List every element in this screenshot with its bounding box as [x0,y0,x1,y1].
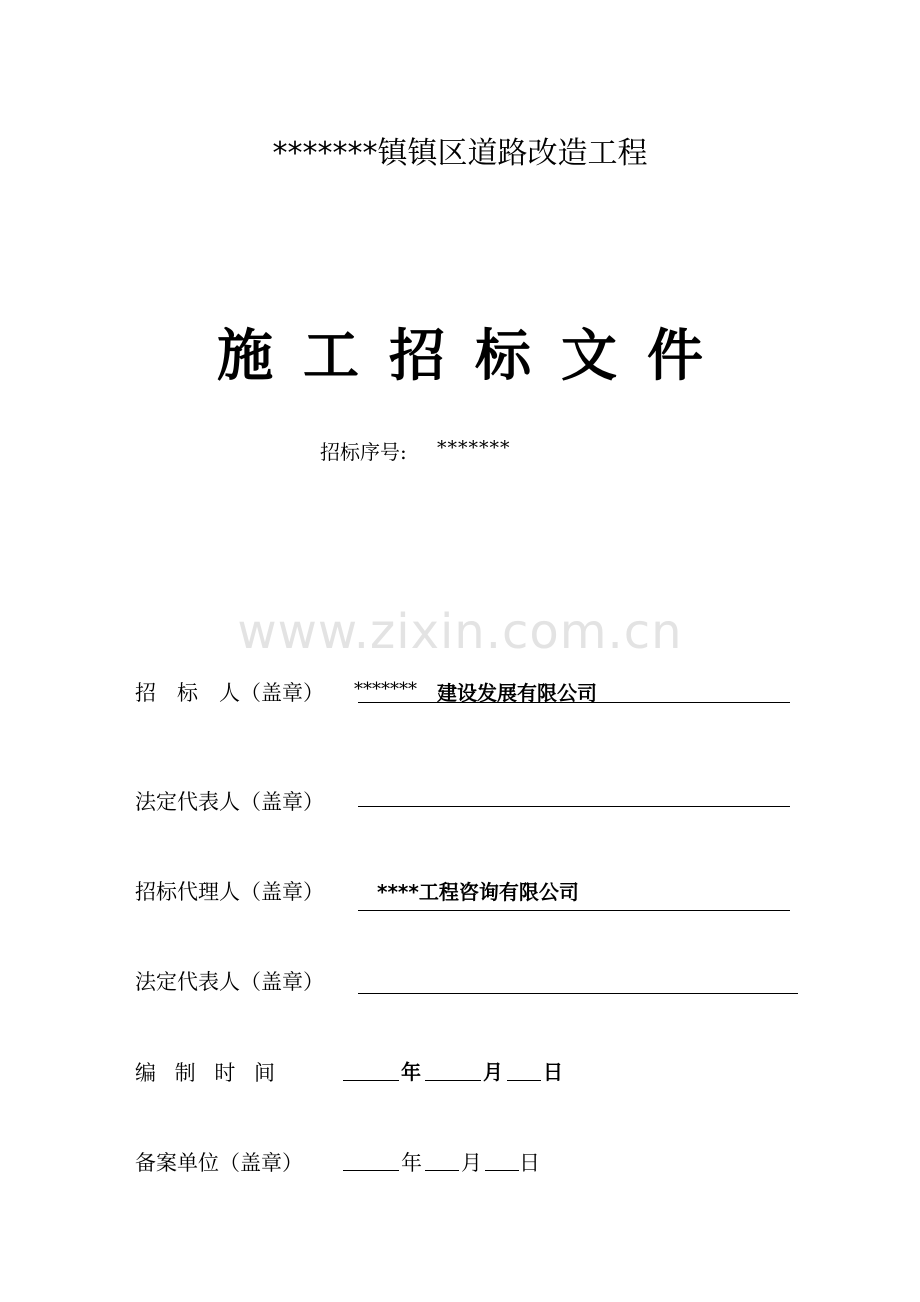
legal-rep-underline-1 [358,806,790,807]
compile-month-unit: 月 [483,1060,503,1084]
filing-month-unit: 月 [461,1151,482,1175]
compile-day-unit: 日 [543,1060,563,1084]
agent-name: ****工程咨询有限公司 [377,880,579,904]
filing-month-blank [425,1170,459,1171]
filing-unit-label: 备案单位（盖章） [135,1151,303,1175]
compile-day-blank [507,1080,541,1081]
watermark: www.zixin.com.cn [237,604,683,660]
legal-rep-underline-2 [358,993,798,994]
tender-number-value: ******* [437,437,511,459]
filing-day-unit: 日 [519,1151,540,1175]
filing-year-blank [343,1170,399,1171]
compile-month-blank [425,1080,481,1081]
filing-year-unit: 年 [401,1151,422,1175]
legal-rep-label-2: 法定代表人（盖章） [135,970,324,994]
tenderer-label: 招 标 人（盖章） [135,681,324,705]
agent-label: 招标代理人（盖章） [135,880,324,904]
tenderer-stars: ******* [354,679,417,700]
tenderer-underline [358,702,790,703]
project-title: *******镇镇区道路改造工程 [272,136,648,171]
tender-number-label: 招标序号: [320,440,407,464]
compile-time-label: 编 制 时 间 [135,1061,282,1085]
filing-day-blank [485,1170,519,1171]
tenderer-name: 建设发展有限公司 [437,681,597,705]
compile-year-unit: 年 [401,1060,421,1084]
agent-underline [358,910,790,911]
document-title: 施工招标文件 [217,324,733,389]
compile-year-blank [343,1080,399,1081]
legal-rep-label-1: 法定代表人（盖章） [135,790,324,814]
